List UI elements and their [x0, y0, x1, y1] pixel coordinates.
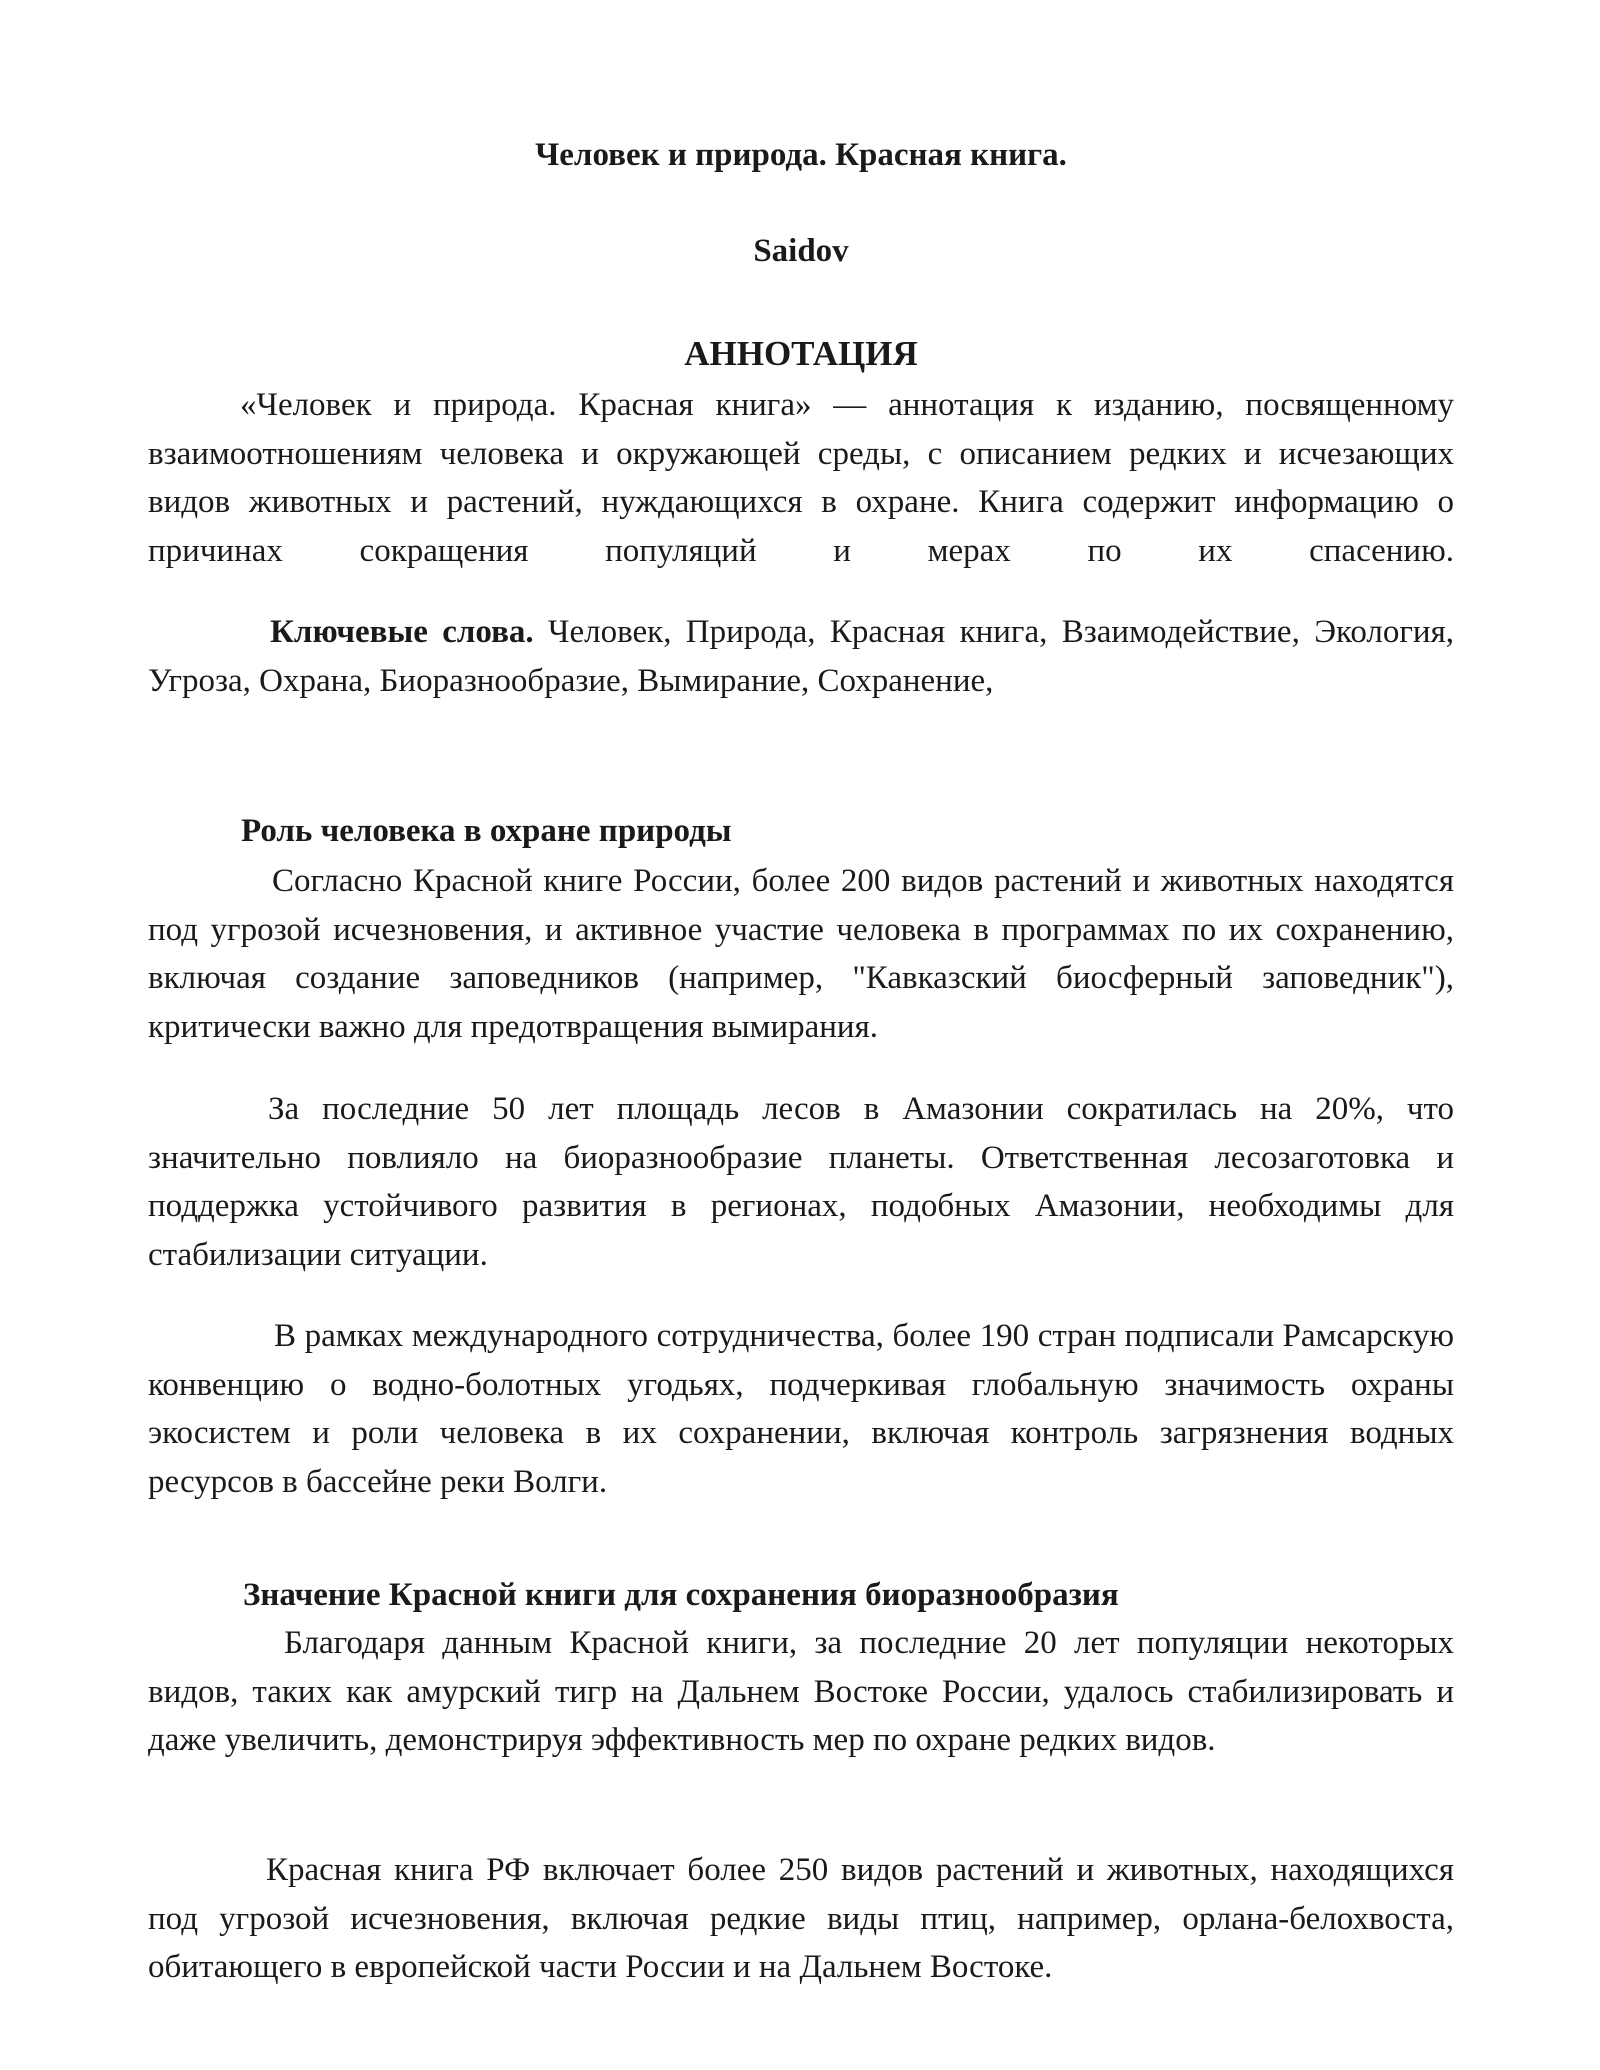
section-paragraph: За последние 50 лет площадь лесов в Амазонии сократилась на 20%, что значительно повлияло на биоразнообразие планеты. Ответственная лесозаготовка и поддержка устойчивого развития в регионах, подобных Амазонии, необходимы для стабилизации ситуации. — [148, 1091, 1454, 1273]
section-paragraph: Благодаря данным Красной книги, за последние 20 лет популяции некоторых видов, таких как амурский тигр на Дальнем Востоке России, удалось стабилизировать и даже увеличить, демонстрируя эффективность мер по охране редких видов. — [148, 1625, 1454, 1758]
document-title: Человек и природа. Красная книга. — [535, 137, 1067, 173]
section-paragraph: В рамках международного сотрудничества, более 190 стран подписали Рамсарскую конвенцию о водно-болотных угодьях, подчеркивая глобальную значимость охраны экосистем и роли человека в их сохранении, включая контроль загрязнения водных ресурсов в бассейне реки Волги. — [148, 1318, 1454, 1500]
document-author: Saidov — [753, 233, 849, 269]
keywords-paragraph — [148, 608, 1454, 705]
section-heading: Значение Красной книги для сохранения биоразнообразия — [243, 1577, 1119, 1613]
annotation-heading: АННОТАЦИЯ — [684, 334, 918, 373]
section-heading: Роль человека в охране природы — [241, 813, 732, 849]
section-paragraph: Согласно Красной книге России, более 200 видов растений и животных находятся под угрозой исчезновения, и активное участие человека в программах по их сохранению, включая создание заповедников (например, "Кавказский биосферный заповедник"), критически важно для предотвращения вымирания. — [148, 863, 1454, 1045]
keywords-label: Ключевые слова. — [270, 614, 534, 650]
annotation-paragraph: «Человек и природа. Красная книга» — аннотация к изданию, посвященному взаимоотношениям человека и окружающей среды, с описанием редких и исчезающих видов животных и растений, нуждающихся в охране. Книга содержит информацию о причинах сокращения популяций и мерах по их спасению. — [148, 387, 1454, 569]
section-paragraph: Красная книга РФ включает более 250 видов растений и животных, находящихся под угрозой исчезновения, включая редкие виды птиц, например, орлана-белохвоста, обитающего в европейской части России и на Дальнем Востоке. — [148, 1852, 1454, 1985]
keywords-list: Человек, Природа, Красная книга, Взаимодействие, Экология, Угроза, Охрана, Биоразнообразие, Вымирание, Сохранение, — [148, 614, 1454, 699]
